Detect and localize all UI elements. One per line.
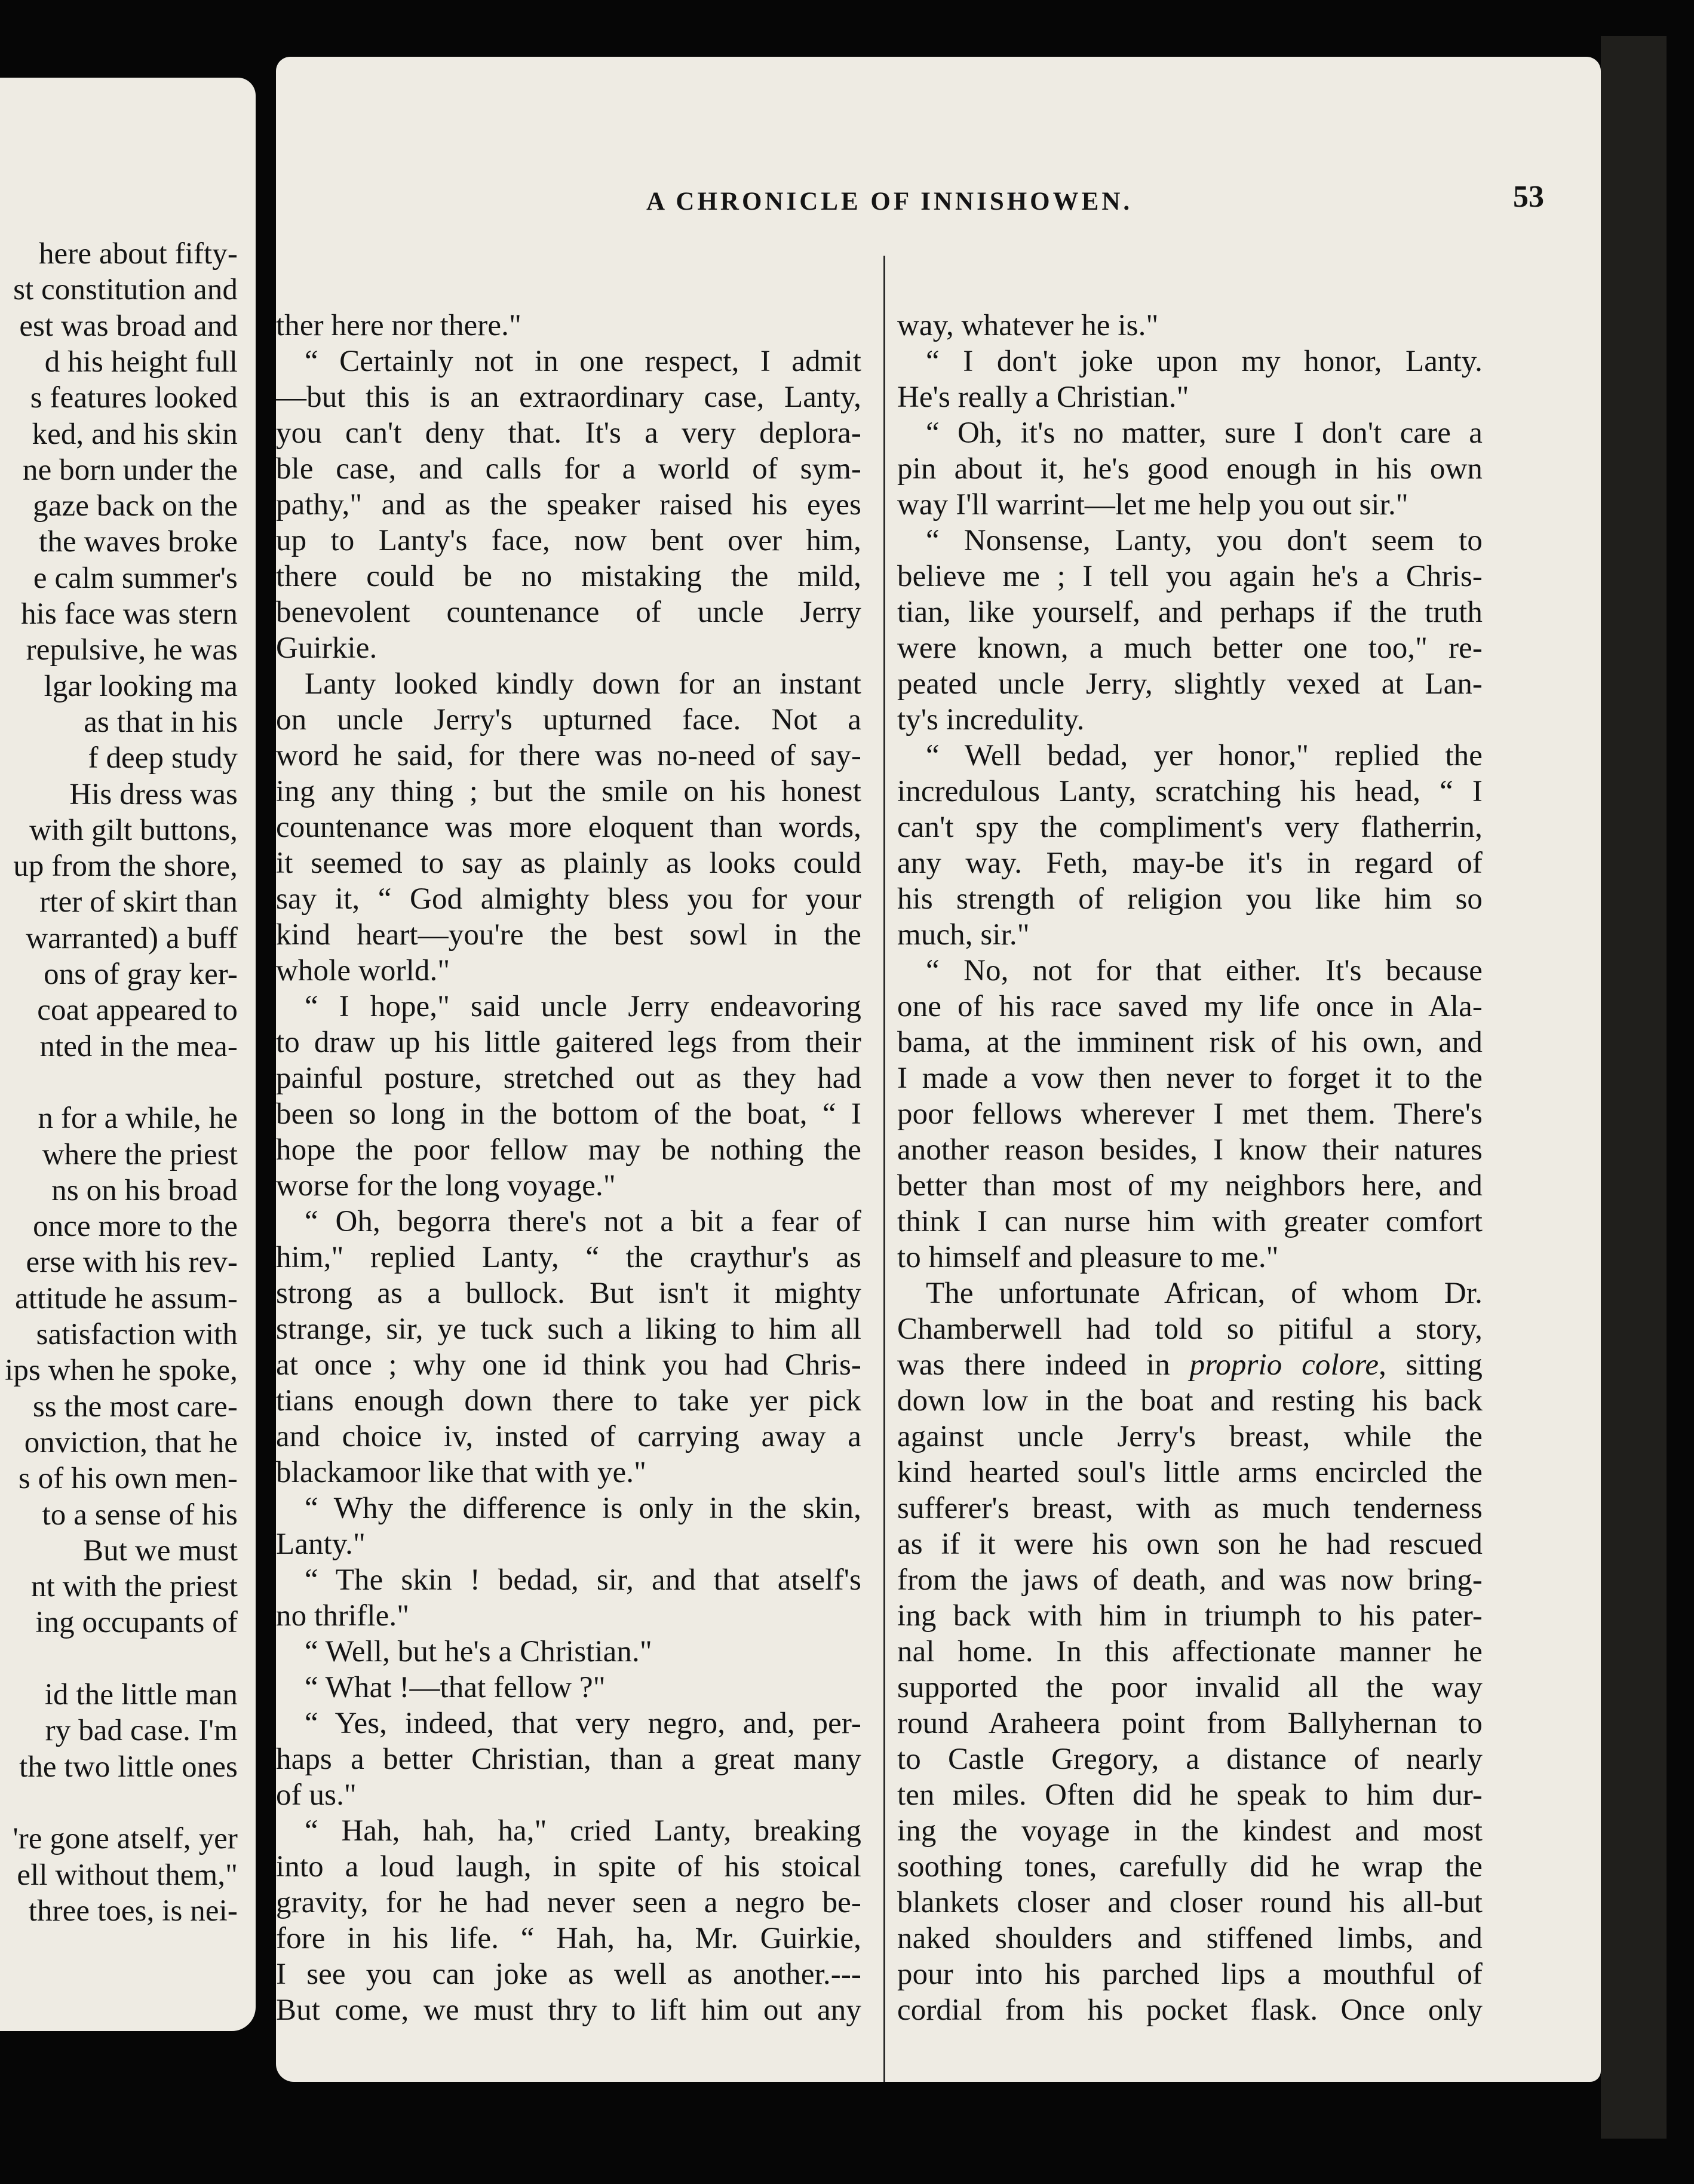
prev-page-line: satisfaction with xyxy=(36,1318,238,1351)
prev-page-line: ips when he spoke, xyxy=(5,1354,238,1388)
prev-page-line: nt with the priest xyxy=(30,1570,238,1604)
prev-page-line: st constitution and xyxy=(13,273,238,307)
text-line: to draw up his little gaitered legs from their xyxy=(276,1026,861,1059)
text-line: “ What !—that fellow ?" xyxy=(305,1671,606,1704)
page-number: 53 xyxy=(1513,180,1544,214)
prev-page-line: ked, and his skin xyxy=(32,417,238,451)
text-line: But come, we must thry to lift him out any xyxy=(276,1993,861,2027)
text-line: against uncle Jerry's breast, while the xyxy=(897,1420,1483,1453)
prev-page-line: here about fifty- xyxy=(38,237,238,271)
text-line: pathy," and as the speaker raised his eyes xyxy=(276,488,861,522)
text-line: fore in his life. “ Hah, ha, Mr. Guirkie, xyxy=(276,1922,861,1955)
text-line: benevolent countenance of uncle Jerry xyxy=(276,596,861,629)
text-line: Chamberwell had told so pitiful a story, xyxy=(897,1312,1483,1346)
text-line: into a loud laugh, in spite of his stoical xyxy=(276,1850,861,1884)
text-line: no thrifle." xyxy=(276,1599,410,1633)
prev-page-line: ell without them," xyxy=(17,1858,238,1892)
text-line: “ No, not for that either. It's because xyxy=(926,954,1483,987)
prev-page-line: three toes, is nei- xyxy=(28,1894,238,1928)
prev-page-line: 're gone atself, yer xyxy=(13,1822,238,1856)
text-line: Guirkie. xyxy=(276,631,378,665)
text-line: poor fellows wherever I met them. There's xyxy=(897,1097,1483,1131)
prev-page-line: ry bad case. I'm xyxy=(45,1714,238,1748)
prev-page-line: ons of gray ker- xyxy=(44,958,238,991)
text-line: supported the poor invalid all the way xyxy=(897,1671,1483,1704)
text-line: bama, at the imminent risk of his own, and xyxy=(897,1026,1483,1059)
prev-page-line: warranted) a buff xyxy=(26,921,238,955)
prev-page-line: ns on his broad xyxy=(51,1173,238,1207)
text-line: much, sir." xyxy=(897,918,1030,952)
text-line: any way. Feth, may-be it's in regard of xyxy=(897,846,1483,880)
text-line: there could be no mistaking the mild, xyxy=(276,560,861,593)
text-line: Lanty looked kindly down for an instant xyxy=(305,667,861,701)
text-line: tian, like yourself, and perhaps if the truth xyxy=(897,596,1483,629)
prev-page-line: His dress was xyxy=(69,777,238,811)
text-line: The unfortunate African, of whom Dr. xyxy=(926,1277,1483,1310)
text-line: another reason besides, I know their natures xyxy=(897,1133,1483,1167)
prev-page-line: e calm summer's xyxy=(33,561,238,595)
prev-page-line: onviction, that he xyxy=(24,1425,238,1459)
text-line: ing back with him in triumph to his pater- xyxy=(897,1599,1483,1633)
text-line: kind heart—you're the best sowl in the xyxy=(276,918,861,952)
prev-page-line: ne born under the xyxy=(23,453,238,487)
text-line: pour into his parched lips a mouthful of xyxy=(897,1958,1483,1991)
text-line: ther here nor there." xyxy=(276,309,521,342)
text-line: —but this is an extraordinary case, Lanty, xyxy=(276,381,861,414)
text-line: word he said, for there was no-need of say- xyxy=(276,739,861,772)
prev-page-line: the two little ones xyxy=(19,1750,238,1784)
text-line: I made a vow then never to forget it to the xyxy=(897,1062,1483,1095)
text-line: sufferer's breast, with as much tenderness xyxy=(897,1492,1483,1525)
text-line: from the jaws of death, and was now bring- xyxy=(897,1563,1483,1597)
text-line: and choice iv, insted of carrying away a xyxy=(276,1420,861,1453)
prev-page-line: id the little man xyxy=(44,1678,238,1711)
text-line: way, whatever he is." xyxy=(897,309,1159,342)
text-line: were known, a much better one too," re- xyxy=(897,631,1483,665)
text-line: was there indeed in proprio colore, sitting xyxy=(897,1348,1483,1382)
prev-page-line: rter of skirt than xyxy=(39,885,238,919)
prev-page-line: But we must xyxy=(83,1533,238,1568)
text-line: countenance was more eloquent than words, xyxy=(276,811,861,844)
prev-page-line: where the priest xyxy=(42,1137,238,1171)
prev-page-line: gaze back on the xyxy=(33,489,238,523)
text-line: up to Lanty's face, now bent over him, xyxy=(276,524,861,557)
prev-page-line: to a sense of his xyxy=(42,1498,238,1532)
book-edge xyxy=(1601,36,1667,2139)
text-line: soothing tones, carefully did he wrap the xyxy=(897,1850,1483,1884)
text-line: strange, sir, ye tuck such a liking to him all xyxy=(276,1312,861,1346)
text-line: it seemed to say as plainly as looks could xyxy=(276,846,861,880)
text-line: I see you can joke as well as another.--- xyxy=(276,1958,861,1991)
text-line: his strength of religion you like him so xyxy=(897,882,1483,916)
text-line: to himself and pleasure to me." xyxy=(897,1241,1279,1274)
prev-page-line: with gilt buttons, xyxy=(29,813,238,847)
prev-page-line: as that in his xyxy=(84,705,238,739)
text-line: blackamoor like that with ye." xyxy=(276,1456,647,1489)
prev-page-line: est was broad and xyxy=(19,309,238,343)
prev-page-line: ing occupants of xyxy=(35,1606,238,1640)
text-line: ty's incredulity. xyxy=(897,703,1085,737)
prev-page-line: the waves broke xyxy=(39,525,238,559)
text-line: naked shoulders and stiffened limbs, and xyxy=(897,1922,1483,1955)
text-line: on uncle Jerry's upturned face. Not a xyxy=(276,703,861,737)
prev-page-line: s features looked xyxy=(30,381,238,415)
text-line: cordial from his pocket flask. Once only xyxy=(897,1993,1483,2027)
text-line: painful posture, stretched out as they had xyxy=(276,1062,861,1095)
text-line: pin about it, he's good enough in his own xyxy=(897,452,1483,486)
prev-page-line: once more to the xyxy=(33,1210,238,1244)
text-line: “ Why the difference is only in the skin, xyxy=(305,1492,861,1525)
right-column xyxy=(897,308,1483,2028)
prev-page-line: up from the shore, xyxy=(13,849,238,884)
text-line: strong as a bullock. But isn't it mighty xyxy=(276,1277,861,1310)
text-line: haps a better Christian, than a great many xyxy=(276,1743,861,1776)
text-line: “ Well, but he's a Christian." xyxy=(305,1635,652,1668)
text-line: think I can nurse him with greater comfort xyxy=(897,1205,1483,1238)
text-line: blankets closer and closer round his all-but xyxy=(897,1886,1483,1919)
text-line: “ Yes, indeed, that very negro, and, per- xyxy=(305,1707,861,1740)
text-line: hope the poor fellow may be nothing the xyxy=(276,1133,861,1167)
prev-page-line: coat appeared to xyxy=(37,993,238,1027)
text-line: nal home. In this affectionate manner he xyxy=(897,1635,1483,1668)
text-line: “ I don't joke upon my honor, Lanty. xyxy=(926,345,1483,378)
text-line: “ Hah, hah, ha," cried Lanty, breaking xyxy=(305,1814,861,1848)
text-line: gravity, for he had never seen a negro be- xyxy=(276,1886,861,1919)
text-line: say it, “ God almighty bless you for your xyxy=(276,882,861,916)
text-line: at once ; why one id think you had Chris- xyxy=(276,1348,861,1382)
left-column xyxy=(276,308,861,2028)
prev-page-line: s of his own men- xyxy=(18,1462,238,1496)
text-line: been so long in the bottom of the boat, “ I xyxy=(276,1097,861,1131)
prev-page-line: his face was stern xyxy=(21,597,238,631)
prev-page-line: ss the most care- xyxy=(32,1389,238,1424)
text-line: ing the voyage in the kindest and most xyxy=(897,1814,1483,1848)
book-page xyxy=(276,57,1601,2082)
text-line: “ Oh, it's no matter, sure I don't care a xyxy=(926,416,1483,450)
text-line: him," replied Lanty, “ the craythur's as xyxy=(276,1241,861,1274)
text-line: “ Oh, begorra there's not a bit a fear of xyxy=(305,1205,861,1238)
text-line: to Castle Gregory, a distance of nearly xyxy=(897,1743,1483,1776)
text-line: better than most of my neighbors here, and xyxy=(897,1169,1483,1203)
text-line: “ The skin ! bedad, sir, and that atself's xyxy=(305,1563,861,1597)
text-line: of us." xyxy=(276,1778,357,1812)
text-line: round Araheera point from Ballyhernan to xyxy=(897,1707,1483,1740)
text-line: ten miles. Often did he speak to him dur- xyxy=(897,1778,1483,1812)
text-line: tians enough down there to take yer pick xyxy=(276,1384,861,1418)
text-line: ing any thing ; but the smile on his honest xyxy=(276,775,861,808)
text-line: “ Nonsense, Lanty, you don't seem to xyxy=(926,524,1483,557)
text-line: you can't deny that. It's a very deplora- xyxy=(276,416,861,450)
text-line: peated uncle Jerry, slightly vexed at Lan- xyxy=(897,667,1483,701)
prev-page-line: erse with his rev- xyxy=(26,1246,238,1280)
text-line: one of his race saved my life once in Ala- xyxy=(897,990,1483,1023)
text-line: way I'll warrint—let me help you out sir." xyxy=(897,488,1408,522)
prev-page-line: repulsive, he was xyxy=(26,633,238,667)
prev-page-line: attitude he assum- xyxy=(15,1281,238,1315)
text-line: He's really a Christian." xyxy=(897,381,1189,414)
text-line: down low in the boat and resting his back xyxy=(897,1384,1483,1418)
text-line: incredulous Lanty, scratching his head, “ I xyxy=(897,775,1483,808)
prev-page-line: nted in the mea- xyxy=(39,1029,238,1063)
text-line: worse for the long voyage." xyxy=(276,1169,616,1203)
text-line: “ Well bedad, yer honor," replied the xyxy=(926,739,1483,772)
text-line: “ I hope," said uncle Jerry endeavoring xyxy=(305,990,861,1023)
text-line: believe me ; I tell you again he's a Chris- xyxy=(897,560,1483,593)
running-header: A CHRONICLE OF INNISHOWEN. xyxy=(646,188,1133,216)
prev-page-line: n for a while, he xyxy=(38,1102,238,1136)
previous-page-fragment xyxy=(0,78,256,2031)
text-line: Lanty." xyxy=(276,1527,366,1561)
text-line: kind hearted soul's little arms encircled the xyxy=(897,1456,1483,1489)
prev-page-line: f deep study xyxy=(88,741,238,775)
text-line: “ Certainly not in one respect, I admit xyxy=(305,345,861,378)
text-line: ble case, and calls for a world of sym- xyxy=(276,452,861,486)
text-line: can't spy the compliment's very flatherrin, xyxy=(897,811,1483,844)
prev-page-line: lgar looking ma xyxy=(44,669,238,703)
text-line: whole world." xyxy=(276,954,450,987)
prev-page-line: d his height full xyxy=(44,345,238,379)
text-line: as if it were his own son he had rescued xyxy=(897,1527,1483,1561)
column-rule xyxy=(883,256,885,2082)
